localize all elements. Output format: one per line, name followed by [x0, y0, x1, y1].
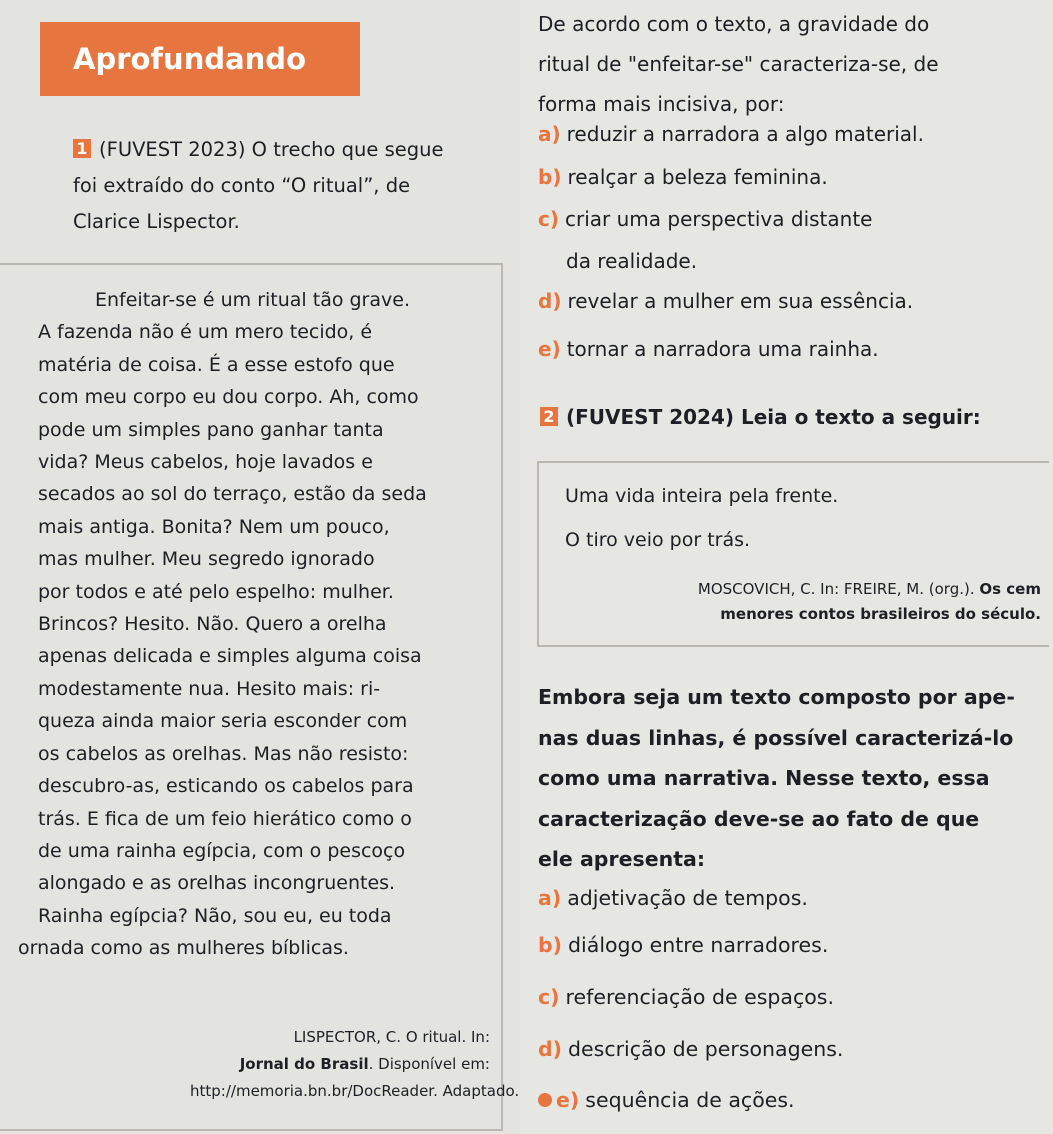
passage-line: com meu corpo eu dou corpo. Ah, como — [38, 386, 419, 409]
story-source — [698, 580, 1041, 598]
source-url: http://memoria.bn.br/DocReader. Adaptado. — [190, 1082, 520, 1100]
source-line: . Disponível em: — [368, 1055, 490, 1073]
passage-source — [190, 1024, 520, 1105]
q2-stem-line: caracterização deve-se ao fato de que — [538, 806, 980, 831]
q2-stem-line: como uma narrativa. Nesse texto, essa — [538, 766, 990, 790]
q1-intro-line: Clarice Lispector. — [73, 210, 240, 233]
option-text: revelar a mulher em sua essência. — [567, 289, 914, 313]
passage-line: apenas delicada e simples alguma coisa — [38, 645, 422, 668]
passage-line: Enfeitar-se é um ritual tão grave. — [95, 289, 410, 311]
story-source-text: MOSCOVICH, C. In: FREIRE, M. (org.). — [697, 580, 980, 598]
option-letter: d) — [538, 1037, 563, 1061]
option-text: tornar a narradora uma rainha. — [566, 337, 879, 361]
question-1-number: 1 — [73, 139, 91, 158]
passage-line: Rainha egípcia? Não, sou eu, eu toda — [38, 904, 392, 927]
option-text: adjetivação de tempos. — [567, 886, 808, 910]
question-1-stem — [538, 4, 1048, 124]
question-2-title: (FUVEST 2024) Leia o texto a seguir: — [566, 405, 981, 429]
passage-line: descubro-as, esticando os cabelos para — [38, 775, 414, 798]
q1-option-d[interactable] — [538, 289, 913, 313]
option-letter: a) — [538, 122, 561, 146]
option-letter: e) — [556, 1088, 580, 1112]
question-2-stem — [538, 677, 1050, 880]
q2-option-a[interactable] — [538, 886, 808, 910]
story-line: Uma vida inteira pela frente. — [565, 485, 839, 507]
q2-option-e[interactable] — [538, 1088, 795, 1112]
option-text: da realidade. — [566, 249, 698, 273]
option-text: descrição de personagens. — [568, 1037, 844, 1061]
option-text: criar uma perspectiva distante — [565, 207, 873, 231]
q2-stem-line: ele apresenta: — [538, 847, 706, 871]
passage-line: Brincos? Hesito. Não. Quero a orelha — [38, 613, 387, 636]
passage-line: A fazenda não é um mero tecido, é — [38, 321, 373, 344]
passage-line: os cabelos as orelhas. Mas não resisto: — [38, 742, 409, 765]
q1-option-e[interactable] — [538, 337, 879, 361]
q1-stem-line: forma mais incisiva, por: — [538, 92, 785, 116]
option-text: realçar a beleza feminina. — [567, 165, 828, 189]
story-source-book-title: menores contos brasileiros do século. — [720, 605, 1041, 623]
option-text: referenciação de espaços. — [565, 985, 834, 1009]
option-letter: c) — [538, 985, 560, 1009]
q1-option-b[interactable] — [538, 165, 828, 189]
option-text: reduzir a narradora a algo material. — [566, 122, 924, 146]
source-journal: Jornal do Brasil — [239, 1055, 369, 1073]
q1-option-c-continued — [566, 249, 697, 273]
micro-story-box — [537, 461, 1049, 647]
passage-line: secados ao sol do terraço, estão da seda — [38, 483, 427, 506]
passage-line: vida? Meus cabelos, hoje lavados e — [38, 451, 373, 474]
option-letter: a) — [538, 886, 562, 910]
banner-title: Aprofundando — [73, 42, 306, 76]
q2-stem-line: Embora seja um texto composto por ape- — [538, 685, 1015, 709]
q2-stem-line: nas duas linhas, é possível caracterizá-lo — [538, 725, 1014, 750]
option-letter: d) — [538, 289, 562, 313]
option-letter: c) — [538, 207, 559, 231]
option-letter: e) — [538, 337, 561, 361]
passage-line: de uma rainha egípcia, com o pescoço — [38, 839, 406, 862]
marked-dot-icon — [538, 1093, 552, 1107]
q1-option-c[interactable] — [538, 207, 872, 231]
q2-option-d[interactable] — [538, 1037, 843, 1061]
passage-line: trás. E fica de um feio hierático como o — [38, 807, 412, 830]
source-line: LISPECTOR, C. O ritual. In: — [293, 1028, 490, 1046]
passage-line: modestamente nua. Hesito mais: ri- — [38, 677, 381, 700]
passage-line: alongado e as orelhas incongruentes. — [38, 872, 396, 895]
passage-line: ornada como as mulheres bíblicas. — [18, 937, 349, 960]
story-source-book: Os cem — [979, 580, 1041, 598]
passage-line: pode um simples pano ganhar tanta — [38, 418, 384, 441]
q1-intro-line: foi extraído do conto “O ritual”, de — [73, 174, 411, 197]
passage-line: mais antiga. Bonita? Nem um pouco, — [38, 515, 390, 538]
passage-line: por todos e até pelo espelho: mulher. — [38, 580, 394, 603]
option-letter: b) — [538, 165, 562, 189]
option-text: diálogo entre narradores. — [568, 933, 829, 957]
section-banner — [40, 22, 360, 96]
question-2-heading — [540, 405, 981, 429]
q1-stem-line: ritual de "enfeitar-se" caracteriza-se, de — [538, 52, 939, 76]
passage-line: mas mulher. Meu segredo ignorado — [38, 548, 375, 571]
passage-line: matéria de coisa. É a esse estofo que — [38, 353, 395, 376]
q1-option-a[interactable] — [538, 122, 924, 146]
q1-stem-line: De acordo com o texto, a gravidade do — [538, 12, 930, 36]
q1-intro-line: (FUVEST 2023) O trecho que segue — [99, 138, 444, 161]
question-1-intro — [73, 133, 513, 241]
option-text: sequência de ações. — [585, 1088, 795, 1112]
passage-line: queza ainda maior seria esconder com — [38, 710, 408, 733]
q2-option-c[interactable] — [538, 985, 834, 1009]
q2-option-b[interactable] — [538, 933, 828, 957]
question-2-number: 2 — [540, 407, 558, 426]
story-line: O tiro veio por trás. — [565, 529, 751, 551]
option-letter: b) — [538, 933, 563, 957]
passage-text — [18, 284, 508, 965]
